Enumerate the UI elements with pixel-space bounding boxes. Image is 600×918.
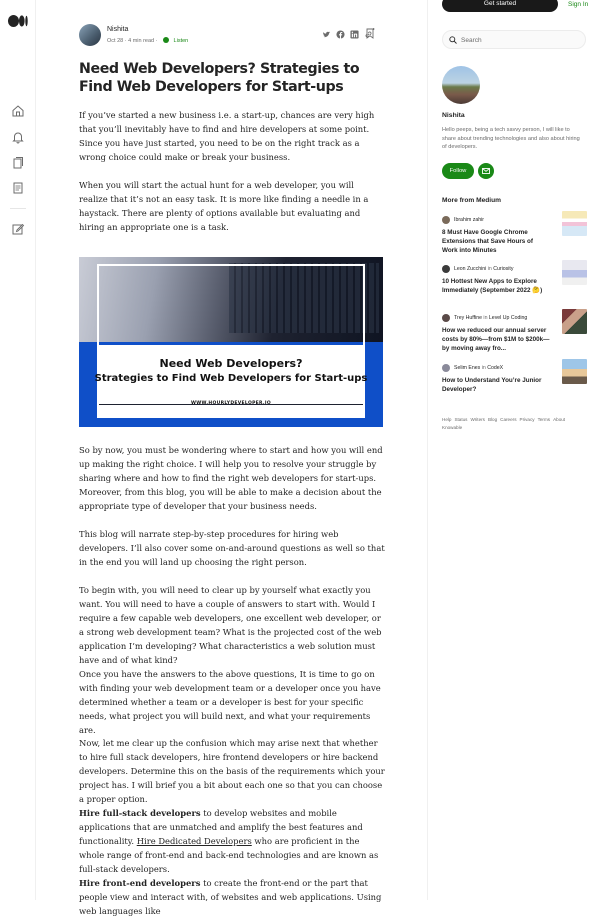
rec-author[interactable]: Ibrahim zahir [454, 217, 484, 223]
rec-author-avatar [442, 314, 450, 322]
nav-divider [10, 208, 26, 209]
facebook-icon[interactable] [336, 30, 345, 39]
article-title: Need Web Developers? Strategies to Find Web Developers for Start-ups [79, 61, 360, 95]
right-sidebar [427, 0, 600, 900]
hero-headline: Need Web Developers? [159, 357, 303, 370]
more-from-medium-heading: More from Medium [442, 197, 501, 204]
rec-meta [454, 315, 527, 321]
meta-separator: · [155, 38, 158, 44]
rec-title[interactable]: 8 Must Have Google Chrome Extensions that Save Hours of Work into Minutes [442, 229, 533, 254]
medium-logo-icon[interactable] [8, 14, 28, 28]
article-meta [107, 37, 188, 44]
footer-link-terms[interactable]: Terms [537, 417, 551, 422]
search-box [442, 30, 586, 49]
meta-separator: · [124, 38, 127, 44]
search-icon [449, 36, 457, 44]
footer-link-careers[interactable]: Careers [500, 417, 517, 422]
write-icon[interactable] [11, 222, 25, 236]
rec-publication[interactable]: Level Up Coding [488, 315, 528, 321]
bookmark-icon[interactable] [365, 28, 375, 39]
lists-icon[interactable] [11, 156, 25, 170]
hero-image [79, 257, 383, 427]
rec-meta [454, 365, 503, 371]
paragraph: So by now, you must be wondering where to start and how you will end up making the right choice. I will help you to resolve your struggle by sharing where and how to find the right web developers for start-ups. Moreover, from this blog, you will be able to make a decision about the appropriate type of developer that your business needs. [79, 445, 383, 511]
linkedin-icon[interactable] [350, 30, 359, 39]
profile-avatar[interactable] [442, 66, 480, 104]
rec-meta [454, 266, 513, 272]
paragraph-text: who are proficient in the whole range of front-end and back-end technologies and are known as full-stack developers. [79, 836, 379, 874]
paragraph: Once you have the answers to the above questions, It is time to go on with finding your web development team or a developer once you have determined whether a team or a developer is best for your specific needs, what project you will build next, and what your requirements are. [79, 669, 381, 735]
rec-thumbnail[interactable] [562, 260, 587, 285]
hero-frame [97, 264, 365, 418]
hero-url-strip [99, 404, 363, 418]
rec-title[interactable]: 10 Hottest New Apps to Explore Immediately (September 2022 🤔) [442, 278, 543, 294]
rec-author-avatar [442, 216, 450, 224]
subscribe-mail-icon [478, 163, 494, 179]
footer-link-privacy[interactable]: Privacy [519, 417, 535, 422]
twitter-icon[interactable] [322, 30, 331, 39]
rec-in: in [483, 315, 488, 321]
footer-link-help[interactable]: Help [442, 417, 452, 422]
rec-author[interactable]: Trey Huffine [454, 315, 482, 321]
sign-in-link[interactable]: Sign In [568, 1, 589, 8]
footer-link-about[interactable]: About [553, 417, 566, 422]
rec-in: in [487, 266, 492, 272]
paragraph: This blog will narrate step-by-step procedures for hiring web developers. I’ll also cover some on-and-around questions as well so that in the end you will land up choosing the right person. [79, 529, 385, 567]
get-started-button[interactable]: Get started [442, 0, 558, 12]
paragraph: Now, let me clear up the confusion which may arise next that whether to hire full stack developers, hire frontend developers or hire backend developers. Determine this on the basis of the requirements which your project has. I will brief you a bit about each one so that you can choose a proper option. [79, 738, 385, 804]
footer-link-knowable[interactable]: Knowable [442, 424, 463, 430]
rec-thumbnail[interactable] [562, 359, 587, 384]
home-icon[interactable] [11, 104, 25, 118]
hero-url: WWW.HOURLYDEVELOPER.IO [191, 401, 271, 406]
profile-bio: Hello peeps, being a tech savvy person, I will like to share about trending technologies and also about hiring of developers. [442, 127, 580, 150]
search-input[interactable] [461, 34, 581, 46]
paragraph [79, 806, 385, 876]
rec-in: in [481, 365, 486, 371]
paragraph [79, 876, 385, 918]
paragraph-text: to develop websites and mobile applications that are unmatched and amplify the best features and functionality. [79, 808, 363, 846]
footer-link-status[interactable]: Status [454, 417, 468, 422]
rec-publication[interactable]: Curiosity [493, 266, 514, 272]
paragraph: If you’ve started a new business i.e. a start-up, chances are very high that you’ll inevitably have to find and hire developers at some point. Since you have just started, you need to be on the right track as a wrong choice could make or break your business. [79, 110, 375, 162]
rec-thumbnail[interactable] [562, 211, 587, 236]
rec-title[interactable]: How we reduced our annual server costs by 80%—from $1M to $200k—by moving away fro... [442, 327, 550, 352]
notifications-icon[interactable] [11, 130, 25, 144]
hero-subheadline: Strategies to Find Web Developers for Start-ups [94, 373, 368, 384]
read-time: 4 min read [128, 38, 155, 44]
bold-phrase: Hire full-stack developers [79, 808, 201, 818]
subscribe-button[interactable] [478, 163, 494, 179]
bold-phrase: Hire front-end developers [79, 878, 201, 888]
hire-dedicated-developers-link[interactable]: Hire Dedicated Developers [136, 836, 252, 846]
footer-link-blog[interactable]: Blog [487, 417, 498, 422]
author-name[interactable]: Nishita [107, 26, 129, 33]
rec-title[interactable]: How to Understand You’re Junior Developer? [442, 377, 542, 393]
paragraph: When you will start the actual hunt for a web developer, you will realize that it’s not an easy task. It is more like finding a needle in a haystack. There are plenty of options available but evaluating and hiring an appropriate one is a task. [79, 180, 369, 232]
paragraph-text: to create the front-end or the part that people view and interact with, of websites and web applications. Using web languages like [79, 878, 382, 916]
follow-button[interactable]: Follow [442, 163, 474, 179]
publish-date: Oct 28 [107, 38, 124, 44]
rec-author-avatar [442, 265, 450, 273]
rec-author[interactable]: Leon Zucchini [454, 266, 487, 272]
footer-links [442, 416, 582, 431]
rec-publication[interactable]: CodeX [487, 365, 504, 371]
rec-thumbnail[interactable] [562, 309, 587, 334]
left-nav-rail [0, 0, 36, 900]
play-icon[interactable] [163, 37, 169, 43]
rec-author[interactable]: Selim Enes [454, 365, 481, 371]
footer-link-writers[interactable]: Writers [470, 417, 485, 422]
profile-name[interactable]: Nishita [442, 112, 465, 119]
listen-button[interactable]: Listen [173, 38, 189, 44]
author-row [79, 24, 383, 48]
rec-meta [454, 217, 484, 223]
author-avatar[interactable] [79, 24, 101, 46]
stories-icon[interactable] [11, 181, 25, 195]
paragraph: To begin with, you will need to clear up by yourself what exactly you want. You will need to have a couple of answers to start with. Would I require a few capable web developers, one excellent web developer, or a strong web development team? What is the projected cost of the web application I’m developing? What characteristics a web solution must have and of what kind? [79, 585, 382, 665]
rec-author-avatar [442, 364, 450, 372]
